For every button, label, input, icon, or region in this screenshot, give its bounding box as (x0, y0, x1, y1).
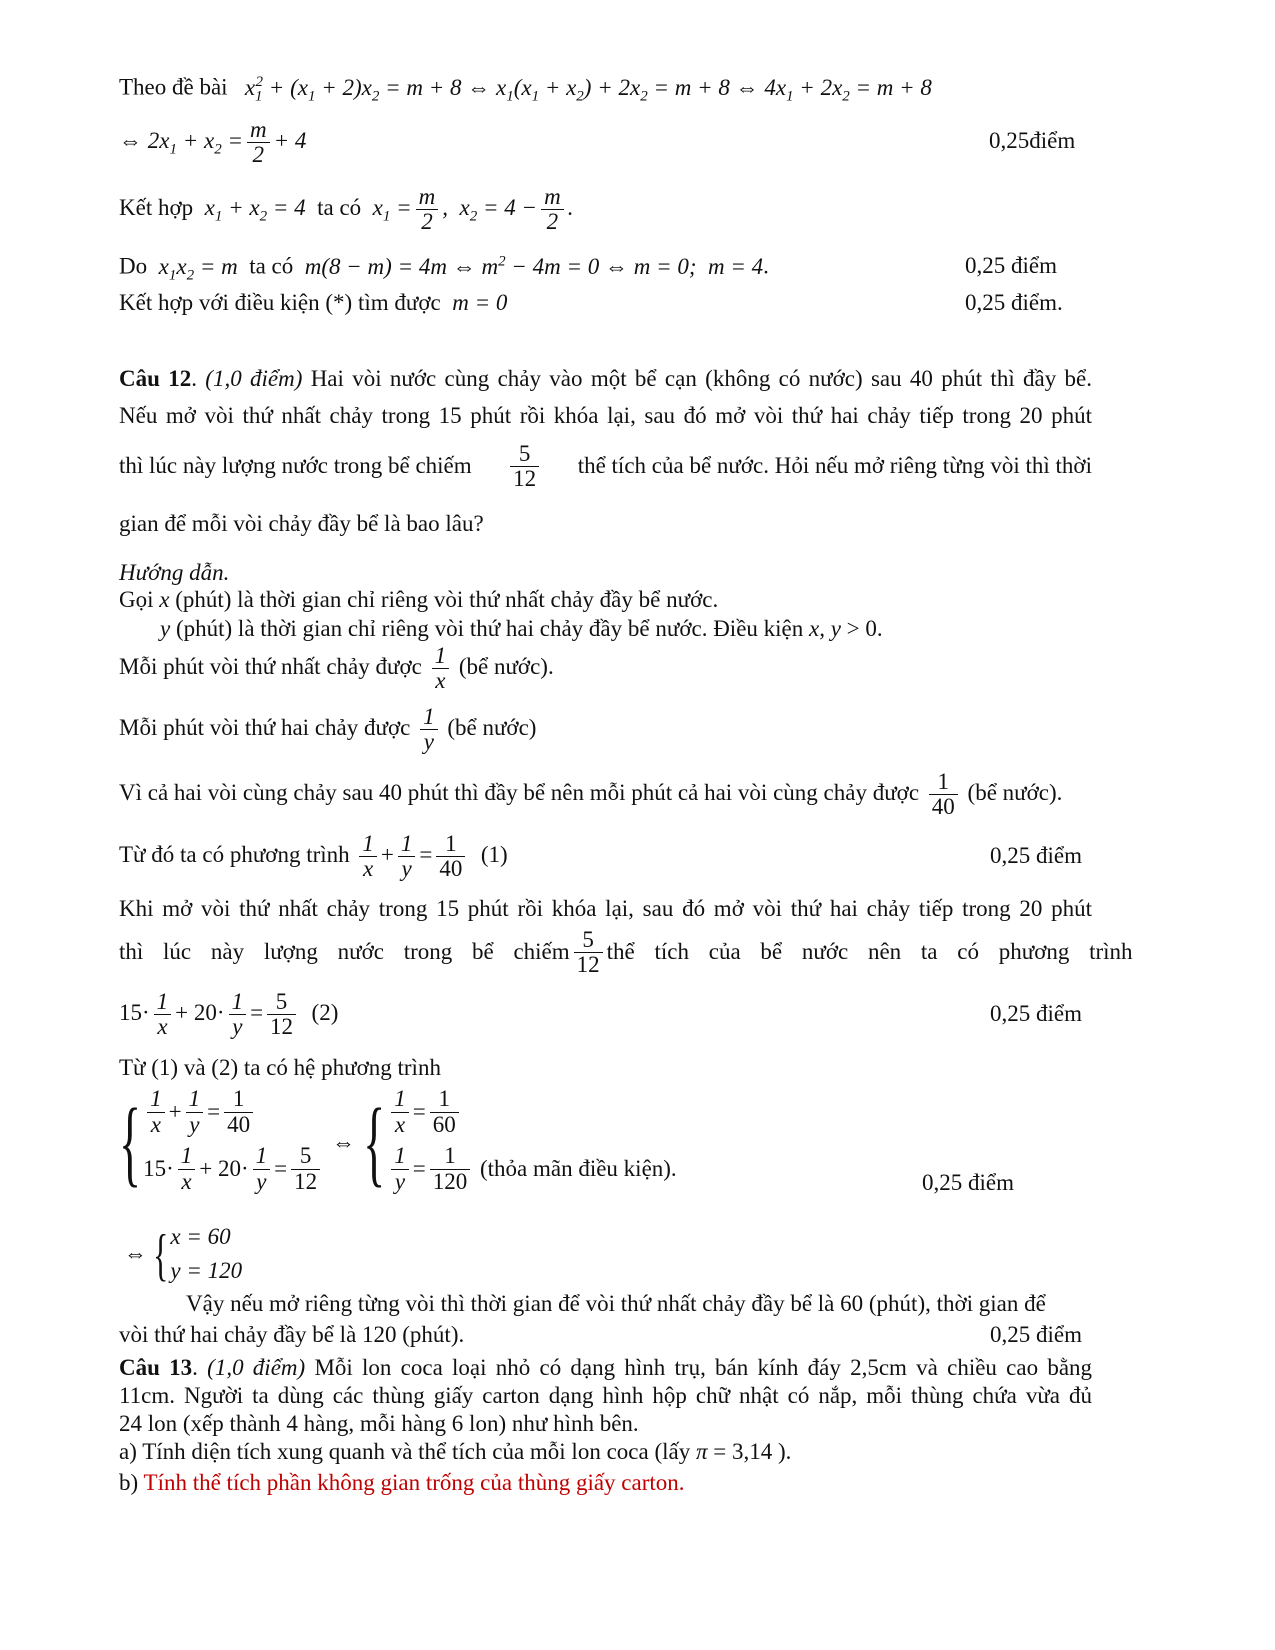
prev-line-5: Kết hợp với điều kiện (*) tìm được m = 0 (119, 290, 508, 315)
score: 0,25 điểm (922, 1170, 1014, 1195)
guide-line-2: y (phút) là thời gian chỉ riêng vòi thứ hai chảy đầy bể nước. Điều kiện x, y > 0. (160, 616, 883, 641)
equation: $x_1^2 + (x_1 + 2)x_2 = m + 8$ ⇔ $x_1(x_1 + x_2) + 2x_2 = m + 8$ ⇔ $4x_1 + 2x_2 = m + 8$ (244, 74, 932, 105)
q12-line-2: Nếu mở vòi thứ nhất chảy trong 15 phút rồi khóa lại, sau đó mở vòi thứ hai chảy tiếp trong 20 phút (119, 403, 1092, 428)
prev-line-3: Kết hợp $x_1 + x_2 = 4$ ta có $x_1$ = $\frac{m}{2}$ , $x_2 = 4$ − $\frac{m}{2}$ . (119, 184, 574, 235)
prev-line-2 (119, 118, 306, 167)
conclusion-line-2: vòi thứ hai chảy đầy bể là 120 (phút). (119, 1322, 465, 1347)
prev-line-4: Do $x_1x_2 = m$ ta có m(8 − m) = 4m ⇔ $m^2 - 4m = 0$ ⇔ m = 0; m = 4. (119, 253, 769, 284)
prev-line-1: Theo đề bài $x_1^2 + (x_1 + 2)x_2 = m + 8$ ⇔ $x_1(x_1 + x_2) + 2x_2 = m + 8$ ⇔ $4x_1 + 2x_2 = m + 8$ (119, 74, 932, 105)
guide-line-7: Khi mở vòi thứ nhất chảy trong 15 phút rồi khóa lại, sau đó mở vòi thứ hai chảy tiếp trong 20 phút (119, 896, 1092, 921)
q12-line-1: Câu 12. (1,0 điểm) Hai vòi nước cùng chảy vào một bể cạn (không có nước) sau 40 phút thì đầy bể. (119, 366, 1092, 391)
guide-line-10: Từ (1) và (2) ta có hệ phương trình (119, 1055, 441, 1080)
q13-part-b: b) Tính thể tích phần không gian trống của thùng giấy carton. (119, 1470, 685, 1495)
score: 0,25 điểm (990, 1322, 1082, 1347)
fraction: $\frac{5}{12}$ (510, 442, 539, 491)
conclusion-line-1: Vậy nếu mở riêng từng vòi thì thời gian để vòi thứ nhất chảy đầy bể là 60 (phút), thời gian để (186, 1291, 1046, 1316)
score: 0,25 điểm (965, 253, 1057, 278)
q13-line-1: Câu 13. (1,0 điểm) Mỗi lon coca loại nhỏ có dạng hình trụ, bán kính đáy 2,5cm và chiều cao bằng (119, 1355, 1093, 1380)
guide-line-9: 15· $\frac{1}{x}$ + 20· $\frac{1}{y}$ = $\frac{5}{12}$ (2) (119, 989, 339, 1040)
solution-system: ⇔ { x = 60 y = 120 (124, 1221, 243, 1287)
q13-line-2: 11cm. Người ta dùng các thùng giấy carton dạng hình hộp chữ nhật có nắp, mỗi thùng chứa vừa đủ (119, 1383, 1092, 1408)
guide-line-1: Gọi x (phút) là thời gian chỉ riêng vòi thứ nhất chảy đầy bể nước. (119, 587, 719, 612)
score: 0,25điểm (989, 128, 1076, 153)
guide-line-8: thì lúc này lượng nước trong bể chiếm $\frac{5}{12}$ thể tích của bể nước nên ta có phương trình (119, 927, 1133, 978)
guide-line-3: Mỗi phút vòi thứ nhất chảy được $\frac{1}{x}$ (bể nước). (119, 643, 554, 694)
score: 0,25 điểm. (965, 290, 1063, 315)
guide-line-5: Vì cả hai vòi cùng chảy sau 40 phút thì đầy bể nên mỗi phút cả hai vòi cùng chảy được $\frac{1}{40}$ (bể nước). (119, 769, 1063, 820)
score: 0,25 điểm (990, 843, 1082, 868)
guide-line-6: Từ đó ta có phương trình $\frac{1}{x}$ + $\frac{1}{y}$ = $\frac{1}{40}$ (1) (119, 831, 508, 882)
guide-label: Hướng dẫn. (119, 560, 230, 585)
q13-part-a: a) Tính diện tích xung quanh và thể tích của mỗi lon coca (lấy π = 3,14 ). (119, 1439, 792, 1464)
q12-line-3: thì lúc này lượng nước trong bể chiếm $\frac{5}{12}$ thể tích của bể nước. Hỏi nếu mở riêng từng vòi thì thời (119, 441, 1092, 492)
q13-line-3: 24 lon (xếp thành 4 hàng, mỗi hàng 6 lon) như hình bên. (119, 1411, 639, 1436)
equation: ⇔ $2x_1 + x_2$ = $\frac{m}{2}$ + 4 (119, 117, 307, 168)
q12-line-4: gian để mỗi vòi chảy đầy bể là bao lâu? (119, 511, 484, 536)
score: 0,25 điểm (990, 1001, 1082, 1026)
equation-system: { $\frac{1}{x}$ + $\frac{1}{y}$ = $\frac{1}{40}$ 15· $\frac{1}{x}$ + 20· $\frac{1}{y}$ = $\frac{5}{12}$ ⇔ { $\frac{1}{x}$ = $\frac{1}{60}$ $\frac{1}{y}$ = $\frac{1}{120}$ (thỏa mãn điều kiện). (119, 1086, 677, 1196)
guide-line-4: Mỗi phút vòi thứ hai chảy được $\frac{1}{y}$ (bể nước) (119, 704, 537, 755)
